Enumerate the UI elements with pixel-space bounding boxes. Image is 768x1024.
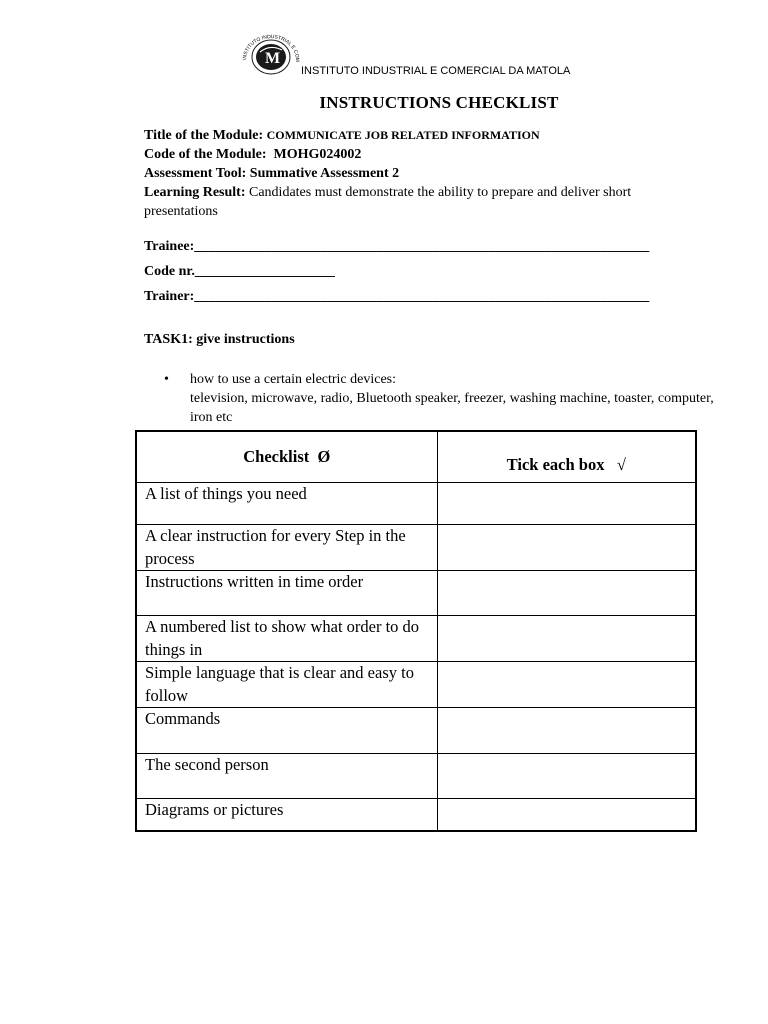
checklist-table <box>135 430 697 832</box>
checklist-item: A list of things you need <box>136 483 437 525</box>
assessment-tool-label: Assessment Tool: <box>144 166 247 181</box>
assessment-tool-value: Summative Assessment 2 <box>249 166 400 181</box>
tick-box[interactable] <box>437 662 696 708</box>
tick-box[interactable] <box>437 525 696 571</box>
module-code-line <box>144 145 704 164</box>
table-row <box>136 483 696 525</box>
bullet-intro: how to use a certain electric devices: <box>190 372 397 387</box>
learning-result-value: Candidates must demonstrate the ability to prepare and deliver short presentations <box>144 185 632 219</box>
tick-box[interactable] <box>437 483 696 525</box>
check-mark-icon: √ <box>616 454 626 474</box>
checklist-header-label: Checklist <box>243 446 310 466</box>
tick-box[interactable] <box>437 754 696 799</box>
task-title: TASK1: give instructions <box>144 332 295 347</box>
checklist-item: Diagrams or pictures <box>136 799 437 831</box>
code-nr-field[interactable]: Code nr.____________________ <box>144 264 335 279</box>
checklist-item: Commands <box>136 708 437 754</box>
checklist-item: A clear instruction for every Step in the process <box>136 525 437 571</box>
module-title-line <box>144 126 704 145</box>
checklist-item: The second person <box>136 754 437 799</box>
learning-result-line <box>144 183 704 221</box>
empty-set-icon: Ø <box>317 446 331 466</box>
tick-header <box>437 431 696 483</box>
trainee-fields <box>144 236 649 311</box>
bullet-text <box>190 370 724 427</box>
svg-text:INSTITUTO INDUSTRIAL E COMERCI: INSTITUTO INDUSTRIAL E COM <box>241 34 301 62</box>
bullet-dot-icon: • <box>164 372 169 387</box>
table-row <box>136 662 696 708</box>
module-title-value: COMMUNICATE JOB RELATED INFORMATION <box>266 128 540 142</box>
tick-header-label: Tick each box <box>506 454 605 474</box>
table-row <box>136 708 696 754</box>
document-header <box>240 34 660 78</box>
table-row <box>136 571 696 616</box>
table-row <box>136 525 696 571</box>
page-title: INSTRUCTIONS CHECKLIST <box>319 93 559 112</box>
tick-box[interactable] <box>437 616 696 662</box>
checklist-item: Instructions written in time order <box>136 571 437 616</box>
table-row <box>136 754 696 799</box>
learning-result-label: Learning Result: <box>144 185 246 200</box>
trainer-field[interactable]: Trainer:_________________________________________________________________ <box>144 289 650 304</box>
institute-logo <box>240 34 302 78</box>
task-bullet <box>164 370 724 427</box>
tick-box[interactable] <box>437 571 696 616</box>
svg-text:M: M <box>265 50 281 67</box>
assessment-tool-line <box>144 164 704 183</box>
table-row <box>136 616 696 662</box>
tick-box[interactable] <box>437 708 696 754</box>
module-code-label: Code of the Module: <box>144 147 267 162</box>
checklist-header <box>136 431 437 483</box>
module-info <box>144 126 704 221</box>
checklist-item: Simple language that is clear and easy to follow <box>136 662 437 708</box>
module-code-value: MOHG024002 <box>273 147 362 162</box>
table-header-row <box>136 431 696 483</box>
module-title-label: Title of the Module: <box>144 128 264 143</box>
checklist-item: A numbered list to show what order to do things in <box>136 616 437 662</box>
tick-box[interactable] <box>437 799 696 831</box>
table-row <box>136 799 696 831</box>
bullet-devices: television, microwave, radio, Bluetooth speaker, freezer, washing machine, toaster, computer, iron etc <box>190 391 714 425</box>
trainee-field[interactable]: Trainee:_________________________________________________________________ <box>144 239 650 254</box>
institute-name: INSTITUTO INDUSTRIAL E COMERCIAL DA MATOLA <box>301 65 571 77</box>
